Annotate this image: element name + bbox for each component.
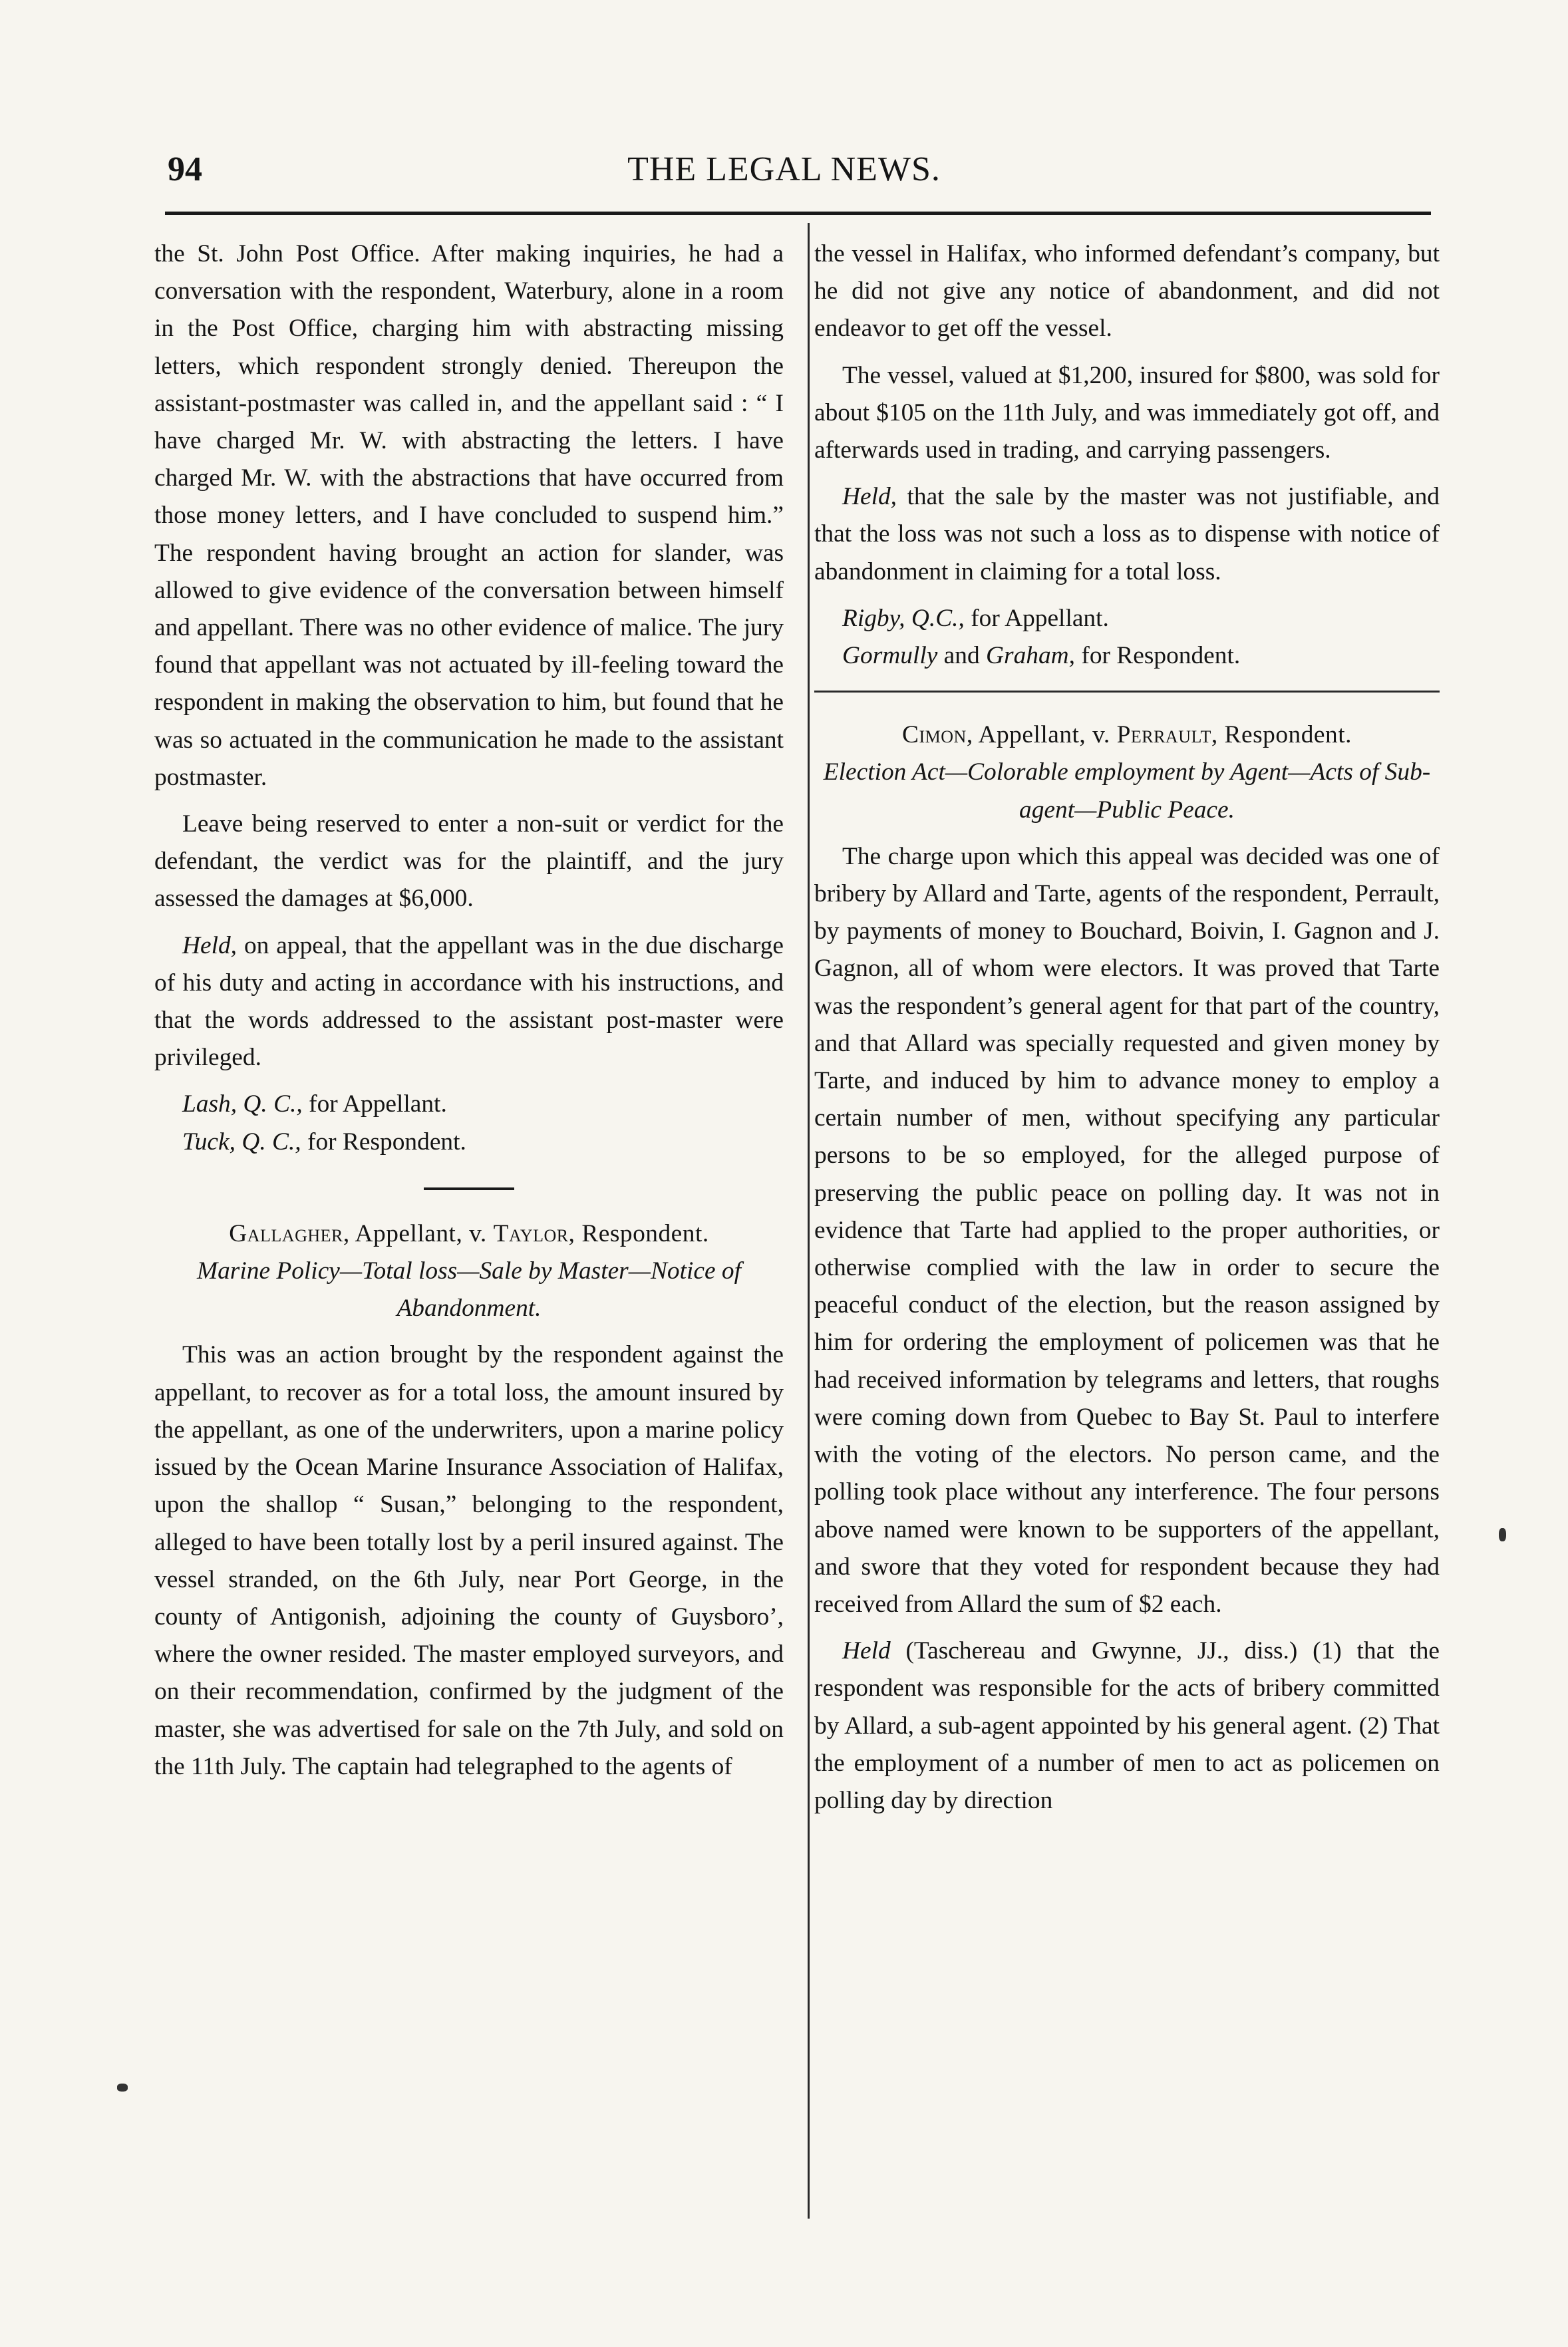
- right-column: [814, 235, 1440, 1819]
- held-paragraph: Held (Taschereau and Gwynne, JJ., diss.) (1) that the respondent was responsible for the acts of bribery committed by Allard, a sub-agent appointed by his general agent. (2) That the employment of a number of men to act as policemen on polling day by direction: [814, 1637, 1440, 1814]
- counsel-line: Tuck, Q. C., for Respondent.: [182, 1128, 466, 1156]
- paragraph: This was an action brought by the respondent against the appellant, to recover as for a total loss, the amount insured by the appellant, as one of the underwriters, upon a marine policy issued by the Ocean Marine Insurance Association of Halifax, upon the shallop “ Susan,” belonging to the respondent, alleged to have been totally lost by a peril insured against. The vessel stranded, on the 6th July, near Port George, in the county of Antigonish, adjoining the county of Guysboro’, where the owner resided. The master employed surveyors, and on their recommendation, confirmed by the judgment of the master, she was advertised for sale on the 7th July, and sold on the 11th July. The captain had telegraphed to the agents of: [154, 1341, 784, 1780]
- paragraph: the St. John Post Office. After making inquiries, he had a conversation with the respondent, Waterbury, alone in a room in the Post Office, charging him with abstracting missing letters, which respondent strongly denied. Thereupon the assistant-postmaster was called in, and the appellant said : “ I have charged Mr. W. with abstracting the letters. I have charged Mr. W. with the abstractions that have occurred from those money letters, and I have concluded to suspend him.” The respondent having brought an action for slander, was allowed to give evidence of the conversation between himself and appellant. There was no other evidence of malice. The jury found that appellant was not actuated by ill-feeling toward the respondent in making the observation to him, but found that he was so actuated in the communication he made to the assistant postmaster.: [154, 240, 784, 791]
- counsel-line: Rigby, Q.C., for Appellant.: [842, 604, 1109, 632]
- ink-mark: [117, 2084, 128, 2092]
- counsel-line: Lash, Q. C., for Appellant.: [182, 1090, 447, 1118]
- held-paragraph: Held, on appeal, that the appellant was in the due discharge of his duty and acting in accordance with his instructions, and that the words addressed to the assistant post-master were privileged.: [154, 931, 784, 1072]
- header-rule: [165, 212, 1431, 215]
- paragraph: The vessel, valued at $1,200, insured for $800, was sold for about $105 on the 11th July, and was immediately got off, and afterwards used in trading, and carrying passengers.: [814, 361, 1440, 464]
- held-label: Held,: [842, 483, 897, 511]
- left-column: [154, 235, 784, 1786]
- case-title: Cimon, Appellant, v. Perrault, Respondent.: [902, 721, 1352, 749]
- held-label: Held,: [182, 931, 237, 959]
- counsel-line: Gormully and Graham, for Respondent.: [842, 642, 1241, 670]
- case-headnote: Marine Policy—Total loss—Sale by Master—Notice of Abandonment.: [196, 1257, 742, 1323]
- case-separator: [814, 691, 1440, 693]
- page-number: 94: [168, 150, 202, 188]
- paragraph: Leave being reserved to enter a non-suit or verdict for the defendant, the verdict was for the plaintiff, and the jury assessed the damages at $6,000.: [154, 810, 784, 913]
- running-head: THE LEGAL NEWS.: [627, 150, 941, 188]
- paragraph: the vessel in Halifax, who informed defendant’s company, but he did not give any notice of abandonment, and did not endeavor to get off the vessel.: [814, 240, 1440, 343]
- held-label: Held: [842, 1637, 891, 1665]
- column-divider: [808, 223, 810, 2219]
- case-title: Gallagher, Appellant, v. Taylor, Respondent.: [229, 1219, 709, 1247]
- case-separator: [424, 1187, 514, 1190]
- ink-mark: [1499, 1528, 1506, 1541]
- held-paragraph: Held, that the sale by the master was not justifiable, and that the loss was not such a loss as to dispense with notice of abandonment in claiming for a total loss.: [814, 483, 1440, 585]
- case-headnote: Election Act—Colorable employment by Agent—Acts of Sub-agent—Public Peace.: [823, 758, 1431, 824]
- paragraph: The charge upon which this appeal was decided was one of bribery by Allard and Tarte, agents of the respondent, Perrault, by payments of money to Bouchard, Boivin, I. Gagnon and J. Gagnon, all of whom were electors. It was proved that Tarte was the respondent’s general agent for that part of the country, and that Allard was specially requested and given money by Tarte, and induced by him to advance money to employ a certain number of men, without specifying any particular persons to be so employed, for the alleged purpose of preserving the public peace on polling day. It was not in evidence that Tarte had applied to the proper authorities, or otherwise complied with the law in order to secure the peaceful conduct of the election, but the reason assigned by him for ordering the employment of policemen was that he had received information by telegrams and letters, that roughs were coming down from Quebec to Bay St. Paul to interfere with the voting of the electors. No person came, and the polling took place without any interference. The four persons above named were known to be supporters of the appellant, and swore that they voted for respondent because they had received from Allard the sum of $2 each.: [814, 842, 1440, 1618]
